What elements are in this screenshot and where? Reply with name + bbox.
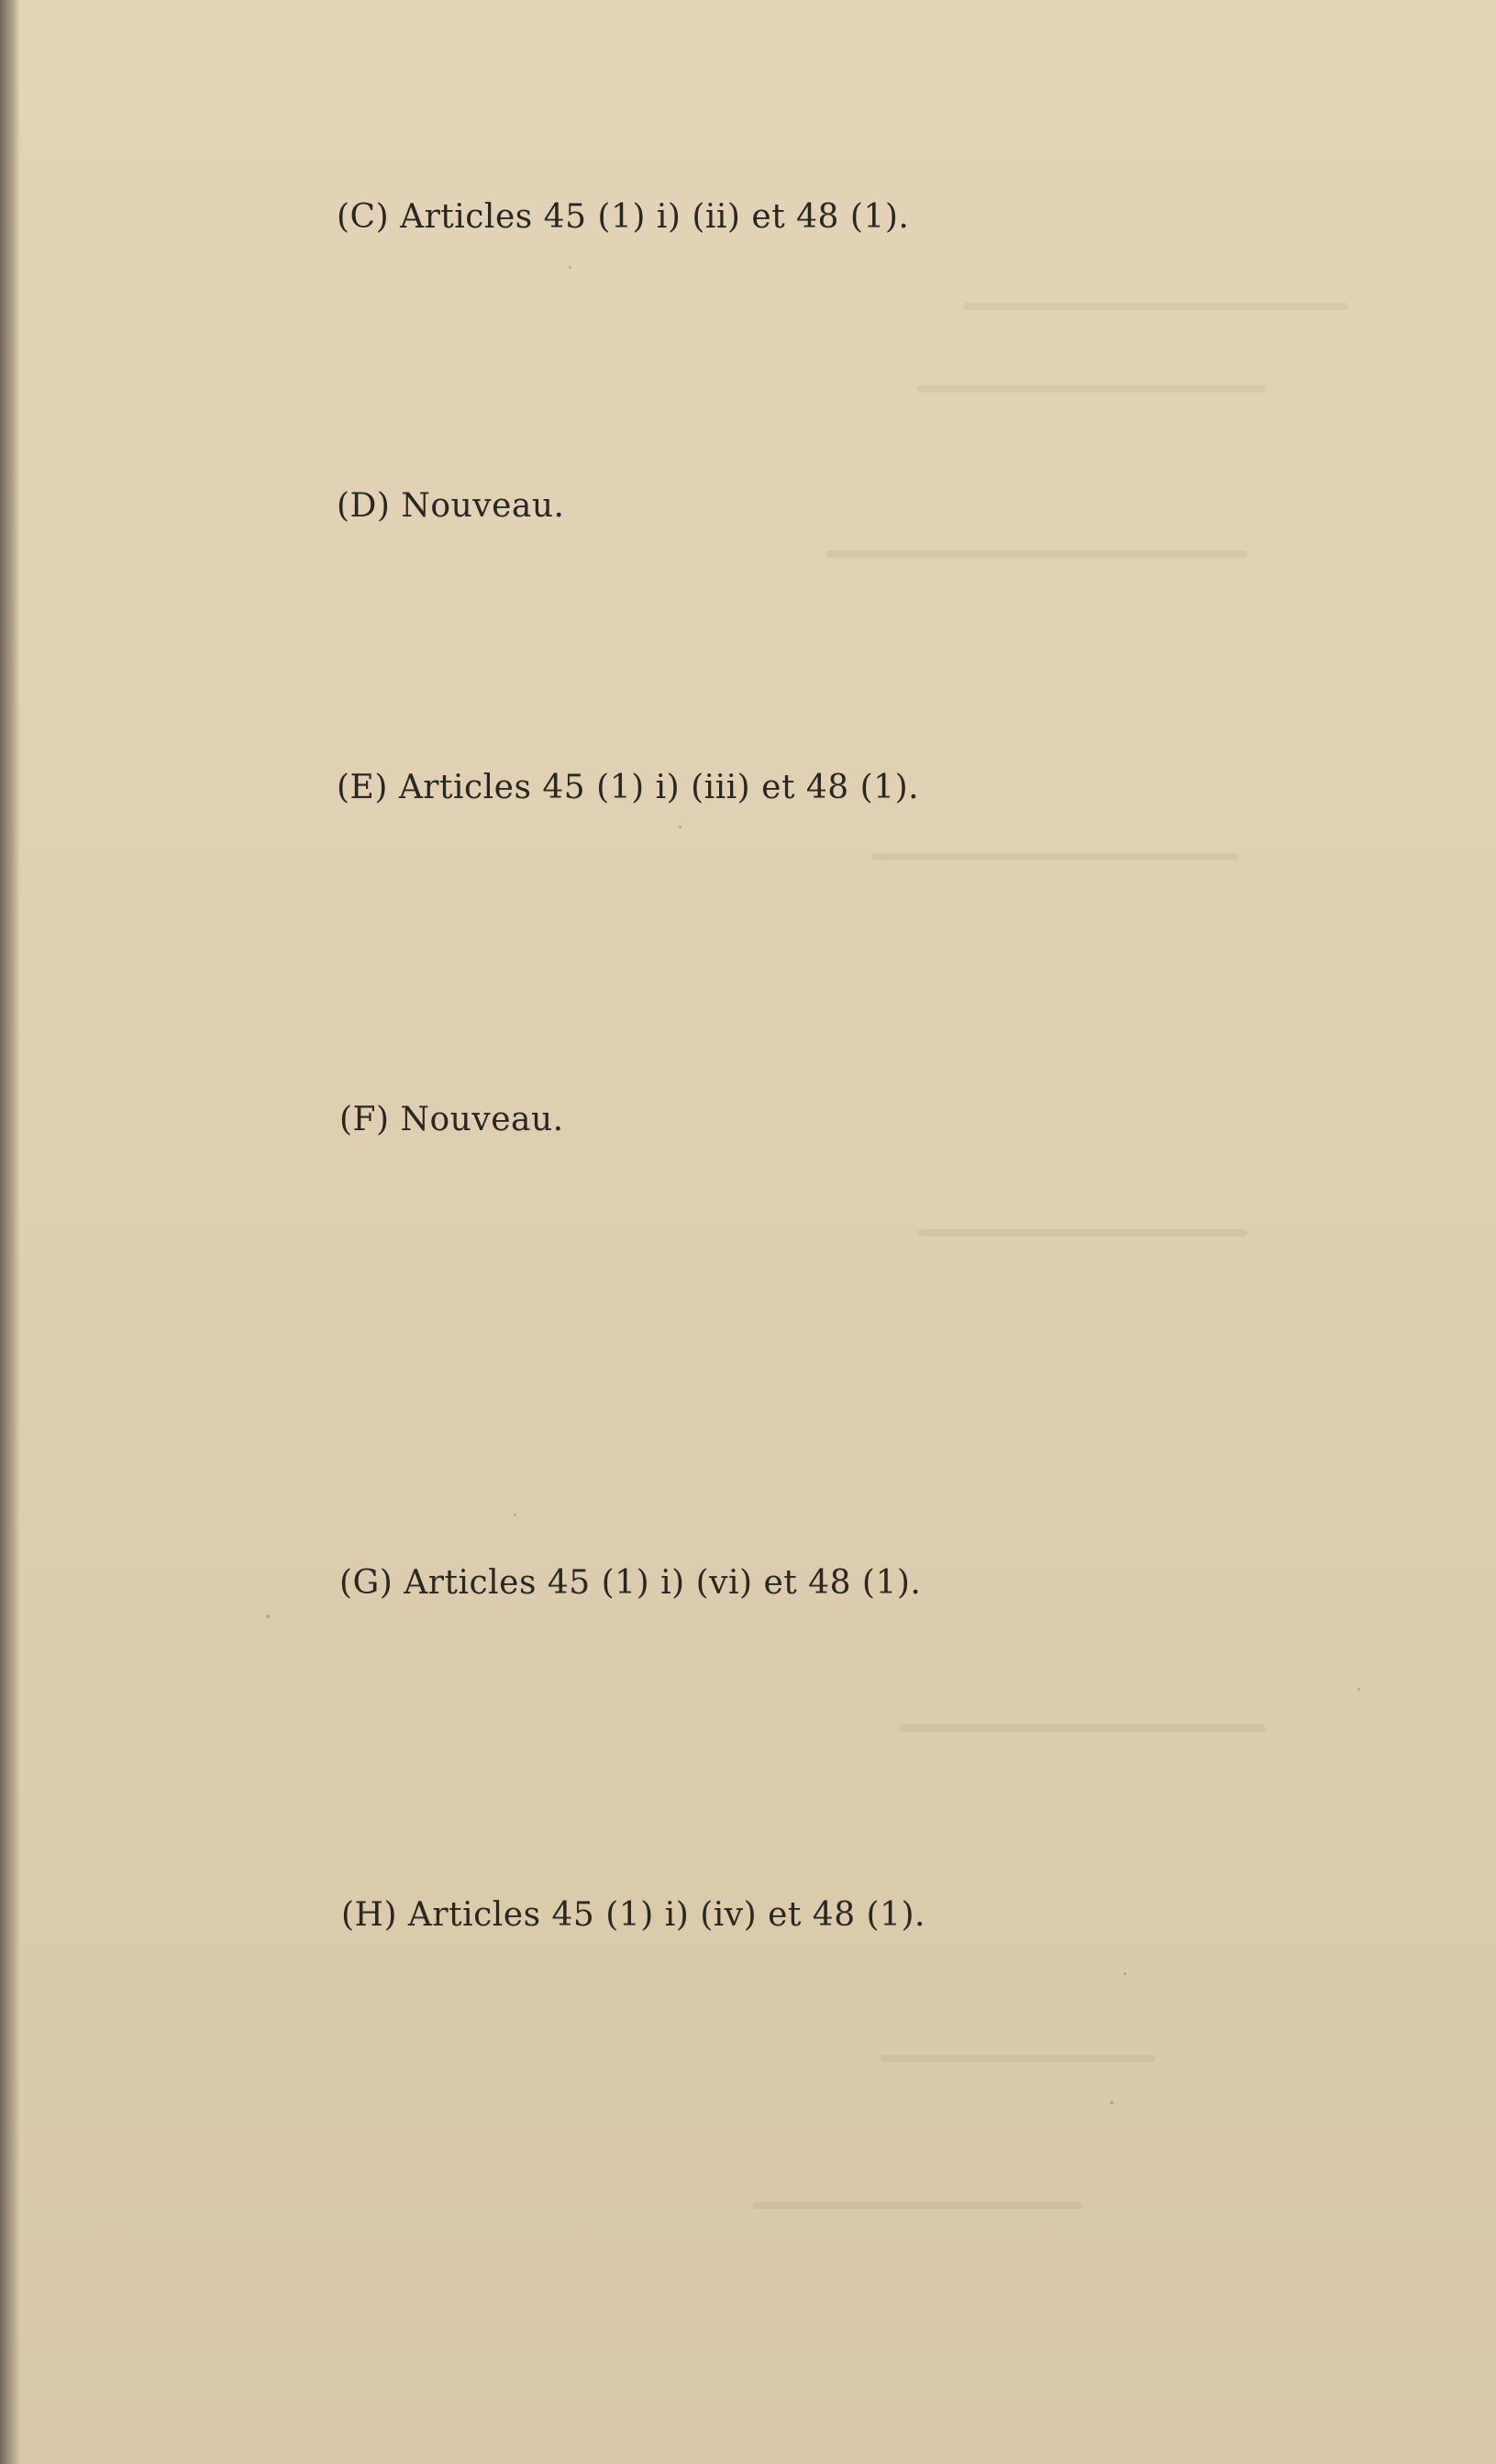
bleed-through: [871, 853, 1238, 860]
binding-edge: [0, 0, 20, 2464]
bleed-through: [826, 550, 1247, 558]
paper-speckle: [1357, 1688, 1360, 1691]
paper-speckle: [266, 1615, 270, 1618]
paper-speckle: [569, 266, 571, 269]
footnote-g: (G) Articles 45 (1) i) (vi) et 48 (1).: [339, 1564, 922, 1602]
footnote-f: (F) Nouveau.: [339, 1101, 564, 1138]
bleed-through: [917, 1229, 1247, 1237]
paper-speckle: [1110, 2101, 1114, 2104]
paper-speckle: [1124, 1972, 1126, 1975]
footnote-d: (D) Nouveau.: [337, 487, 565, 525]
paper-speckle: [679, 826, 682, 828]
footnote-h: (H) Articles 45 (1) i) (iv) et 48 (1).: [341, 1896, 925, 1934]
bleed-through: [752, 2202, 1082, 2209]
footnote-e: (E) Articles 45 (1) i) (iii) et 48 (1).: [337, 769, 920, 806]
paper-speckle: [514, 1514, 516, 1516]
bleed-through: [917, 385, 1266, 393]
bleed-through: [963, 303, 1348, 310]
bleed-through: [899, 1725, 1266, 1732]
bleed-through: [881, 2055, 1156, 2062]
footnote-c: (C) Articles 45 (1) i) (ii) et 48 (1).: [337, 198, 910, 236]
